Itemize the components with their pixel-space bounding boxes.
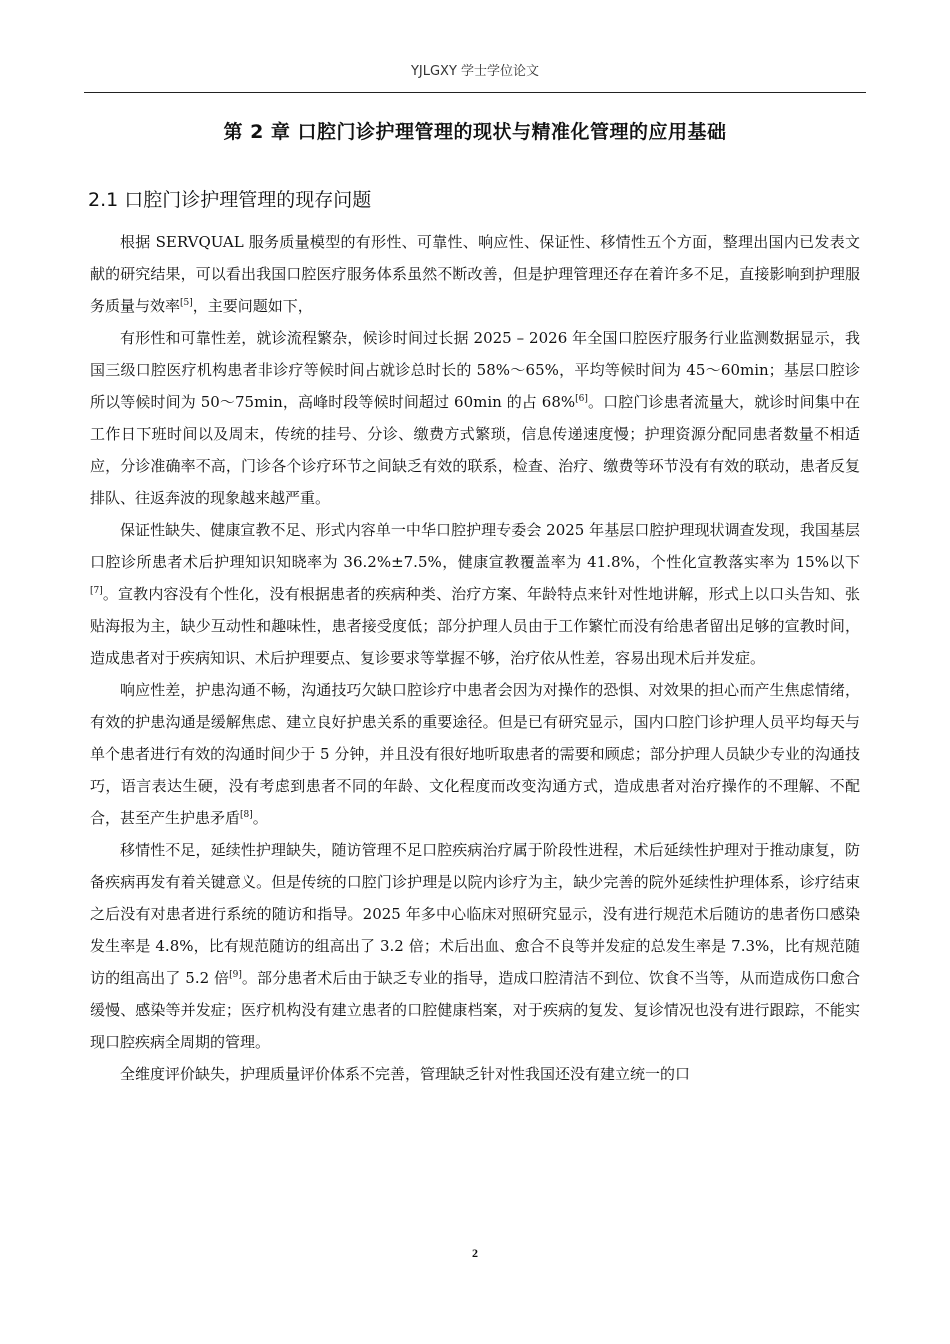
paragraph-text: 根据 SERVQUAL 服务质量模型的有形性、可靠性、响应性、保证性、移情性五个方面，整理出国内已发表文献的研究结果，可以看出我国口腔医疗服务体系虽然不断改善，但是护理管理还存在着许多不足，直接影响到护理服务质量与效率 xyxy=(90,233,860,315)
paragraph xyxy=(90,674,860,834)
paragraph-text: 移情性不足，延续性护理缺失，随访管理不足口腔疾病治疗属于阶段性进程，术后延续性护理对于推动康复，防备疾病再发有着关键意义。但是传统的口腔门诊护理是以院内诊疗为主，缺少完善的院外延续性护理体系，诊疗结束之后没有对患者进行系统的随访和指导。2025 年多中心临床对照研究显示，没有进行规范术后随访的患者伤口感染发生率是 4.8%，比有规范随访的组高出了 3.2 倍；术后出血、愈合不良等并发症的总发生率是 7.3%，比有规范随访的组高出了 5.2 倍 xyxy=(90,841,860,987)
paragraph-text: 响应性差，护患沟通不畅，沟通技巧欠缺口腔诊疗中患者会因为对操作的恐惧、对效果的担心而产生焦虑情绪，有效的护患沟通是缓解焦虑、建立良好护患关系的重要途径。但是已有研究显示，国内口腔门诊护理人员平均每天与单个患者进行有效的沟通时间少于 5 分钟，并且没有很好地听取患者的需要和顾虑；部分护理人员缺少专业的沟通技巧，语言表达生硬，没有考虑到患者不同的年龄、文化程度而改变沟通方式，造成患者对治疗操作的不理解、不配合，甚至产生护患矛盾 xyxy=(90,681,860,827)
paragraph xyxy=(90,834,860,1058)
paragraph-text: 全维度评价缺失，护理质量评价体系不完善，管理缺乏针对性我国还没有建立统一的口 xyxy=(120,1065,691,1083)
running-header: YJLGXY 学士学位论文 xyxy=(410,64,540,79)
paragraph xyxy=(90,322,860,514)
paragraph-text: 。 xyxy=(252,809,268,827)
chapter-title: 第 2 章 口腔门诊护理管理的现状与精准化管理的应用基础 xyxy=(223,121,727,143)
header-divider xyxy=(84,92,866,93)
page-number: 2 xyxy=(472,1246,478,1260)
citation: [6] xyxy=(575,394,588,404)
paragraph xyxy=(90,226,860,322)
citation: [5] xyxy=(180,298,193,308)
body-text xyxy=(90,226,860,1090)
paragraph xyxy=(90,514,860,674)
paragraph-text: 。宣教内容没有个性化，没有根据患者的疾病种类、治疗方案、年龄特点来针对性地讲解，形式上以口头告知、张贴海报为主，缺少互动性和趣味性，患者接受度低；部分护理人员由于工作繁忙而没有给患者留出足够的宣教时间，造成患者对于疾病知识、术后护理要点、复诊要求等掌握不够，治疗依从性差，容易出现术后并发症。 xyxy=(90,585,860,667)
section-title: 2.1 口腔门诊护理管理的现存问题 xyxy=(88,189,372,211)
paragraph-text: 有形性和可靠性差，就诊流程繁杂，候诊时间过长据 2025 – 2026 年全国口腔医疗服务行业监测数据显示，我国三级口腔医疗机构患者非诊疗等候时间占就诊总时长的 58%～65%，平均等候时间为 45～60min；基层口腔诊所以等候时间为 50～75min，高峰时段等候时间超过 60min 的占 68% xyxy=(90,329,860,411)
citation: [8] xyxy=(240,810,253,820)
paragraph-text: 。口腔门诊患者流量大，就诊时间集中在工作日下班时间以及周末，传统的挂号、分诊、缴费方式繁琐，信息传递速度慢；护理资源分配同患者数量不相适应，分诊准确率不高，门诊各个诊疗环节之间缺乏有效的联系，检查、治疗、缴费等环节没有有效的联动，患者反复排队、往返奔波的现象越来越严重。 xyxy=(90,393,860,507)
paragraph-text: ，主要问题如下， xyxy=(192,297,313,315)
paragraph-text: 。部分患者术后由于缺乏专业的指导，造成口腔清洁不到位、饮食不当等，从而造成伤口愈合缓慢、感染等并发症；医疗机构没有建立患者的口腔健康档案，对于疾病的复发、复诊情况也没有进行跟踪，不能实现口腔疾病全周期的管理。 xyxy=(90,969,860,1051)
paragraph xyxy=(90,1058,860,1090)
citation: [7] xyxy=(90,586,103,596)
paragraph-text: 保证性缺失、健康宣教不足、形式内容单一中华口腔护理专委会 2025 年基层口腔护理现状调查发现，我国基层口腔诊所患者术后护理知识知晓率为 36.2%±7.5%，健康宣教覆盖率为 41.8%，个性化宣教落实率为 15%以下 xyxy=(90,521,860,571)
citation: [9] xyxy=(229,970,242,980)
